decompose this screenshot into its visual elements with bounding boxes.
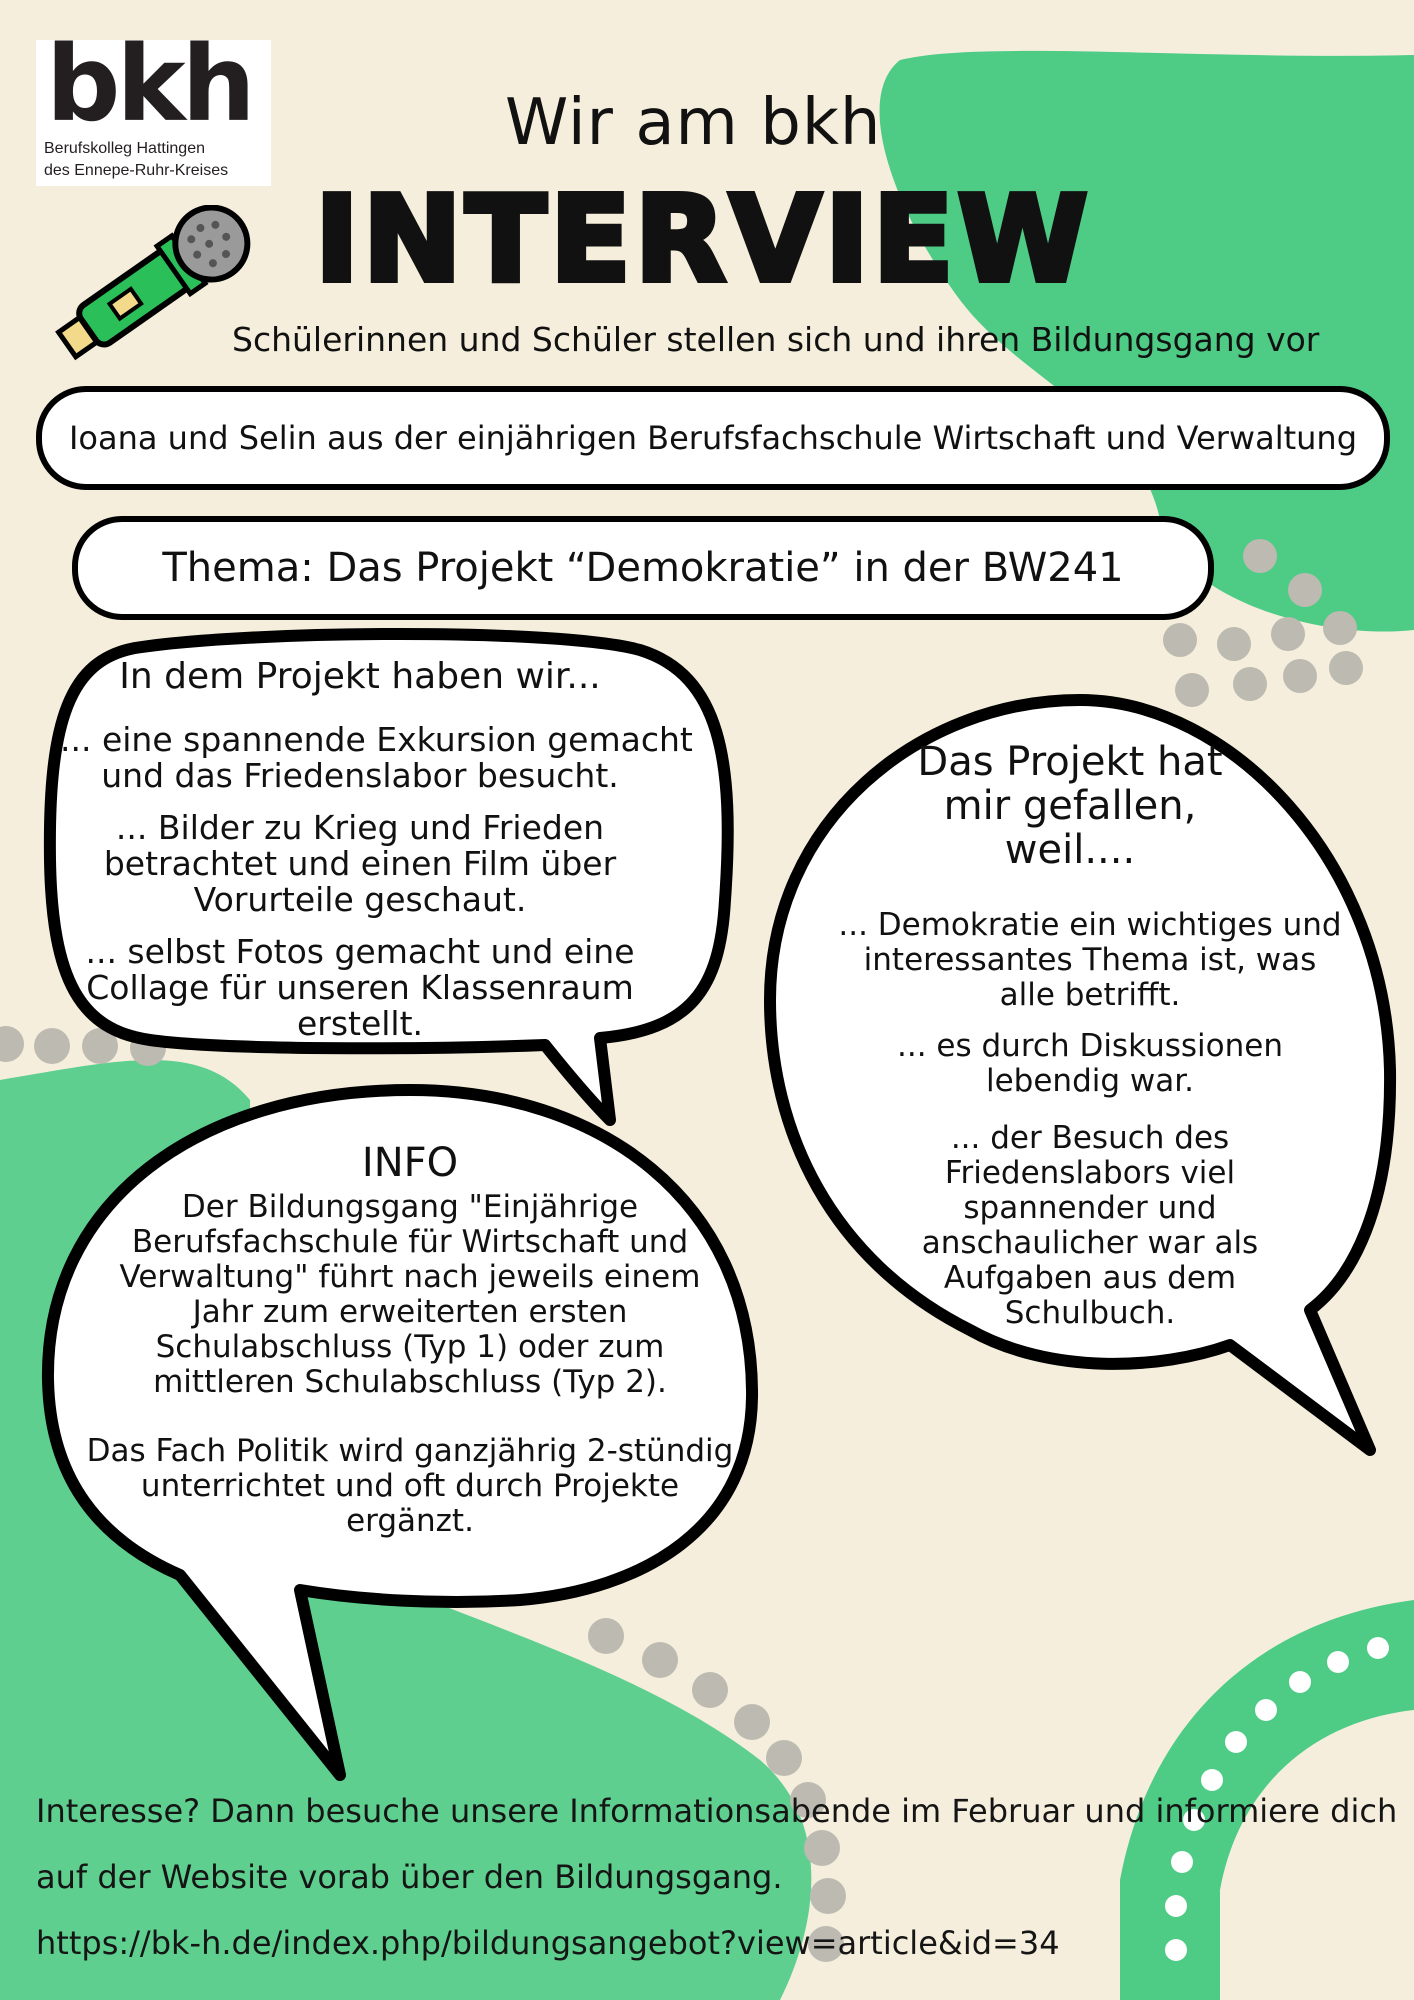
liked-line: anschaulicher war als: [921, 1225, 1259, 1261]
info-text: [60, 1190, 760, 1539]
footer-line-1: Interesse? Dann besuche unsere Informationsabende im Februar und informiere dich: [36, 1792, 1398, 1830]
liked-heading-line: mir gefallen,: [943, 783, 1197, 829]
info-line: Das Fach Politik wird ganzjährig 2-stündig: [86, 1433, 734, 1469]
bkh-logo: [36, 23, 271, 186]
project-line: Vorurteile geschaut.: [193, 880, 527, 919]
info-line: mittleren Schulabschluss (Typ 2).: [153, 1364, 667, 1400]
liked-line: Schulbuch.: [1004, 1295, 1176, 1331]
footer-line-2: auf der Website vorab über den Bildungsgang.: [36, 1858, 783, 1896]
liked-line: alle betrifft.: [999, 977, 1181, 1013]
project-list: [60, 720, 693, 1043]
subline: Schülerinnen und Schüler stellen sich und ihren Bildungsgang vor: [232, 320, 1320, 359]
project-heading: In dem Projekt haben wir...: [119, 656, 601, 697]
info-line: Berufsfachschule für Wirtschaft und: [131, 1224, 689, 1260]
liked-heading-line: Das Projekt hat: [917, 739, 1223, 785]
info-line: ergänzt.: [346, 1503, 474, 1539]
liked-line: Friedenslabors viel: [944, 1155, 1236, 1191]
topic-text: Thema: Das Projekt “Demokratie” in der BW241: [162, 545, 1124, 591]
liked-heading-line: weil....: [1004, 827, 1136, 873]
liked-line: interessantes Thema ist, was: [863, 942, 1317, 978]
project-line: ... Bilder zu Krieg und Frieden: [115, 808, 605, 847]
project-line: ... eine spannende Exkursion gemacht: [60, 720, 693, 759]
headline: INTERVIEW: [315, 170, 1092, 308]
liked-line: ... Demokratie ein wichtiges und: [838, 907, 1342, 943]
students-text: Ioana und Selin aus der einjährigen Berufsfachschule Wirtschaft und Verwaltung: [68, 419, 1357, 457]
project-line: erstellt.: [296, 1004, 424, 1043]
project-line: betrachtet und einen Film über: [103, 844, 617, 883]
topic-pill: [72, 516, 1214, 620]
logo-mark: bkh: [46, 23, 252, 145]
liked-line: lebendig war.: [985, 1063, 1194, 1099]
microphone-icon: [30, 205, 260, 375]
info-line: Jahr zum erweiterten ersten: [192, 1294, 628, 1330]
students-pill: [36, 386, 1390, 490]
logo-line-1: Berufskolleg Hattingen: [44, 140, 205, 157]
liked-line: ... es durch Diskussionen: [897, 1028, 1283, 1064]
info-heading: INFO: [361, 1140, 459, 1186]
info-line: Schulabschluss (Typ 1) oder zum: [155, 1329, 665, 1365]
project-line: und das Friedenslabor besucht.: [101, 756, 619, 795]
liked-line: ... der Besuch des: [950, 1120, 1230, 1156]
liked-list: [800, 908, 1380, 1331]
footer-link[interactable]: https://bk-h.de/index.php/bildungsangebot?view=article&id=34: [36, 1924, 1060, 1962]
info-line: unterrichtet und oft durch Projekte: [140, 1468, 680, 1504]
info-line: Verwaltung" führt nach jeweils einem: [119, 1259, 701, 1295]
info-line: Der Bildungsgang "Einjährige: [181, 1189, 639, 1225]
kicker-title: Wir am bkh: [505, 86, 882, 160]
liked-line: spannender und: [963, 1190, 1217, 1226]
logo-line-2: des Ennepe-Ruhr-Kreises: [44, 162, 229, 179]
liked-heading: [800, 740, 1340, 872]
liked-line: Aufgaben aus dem: [943, 1260, 1237, 1296]
project-line: Collage für unseren Klassenraum: [86, 968, 634, 1007]
project-line: ... selbst Fotos gemacht und eine: [85, 932, 635, 971]
